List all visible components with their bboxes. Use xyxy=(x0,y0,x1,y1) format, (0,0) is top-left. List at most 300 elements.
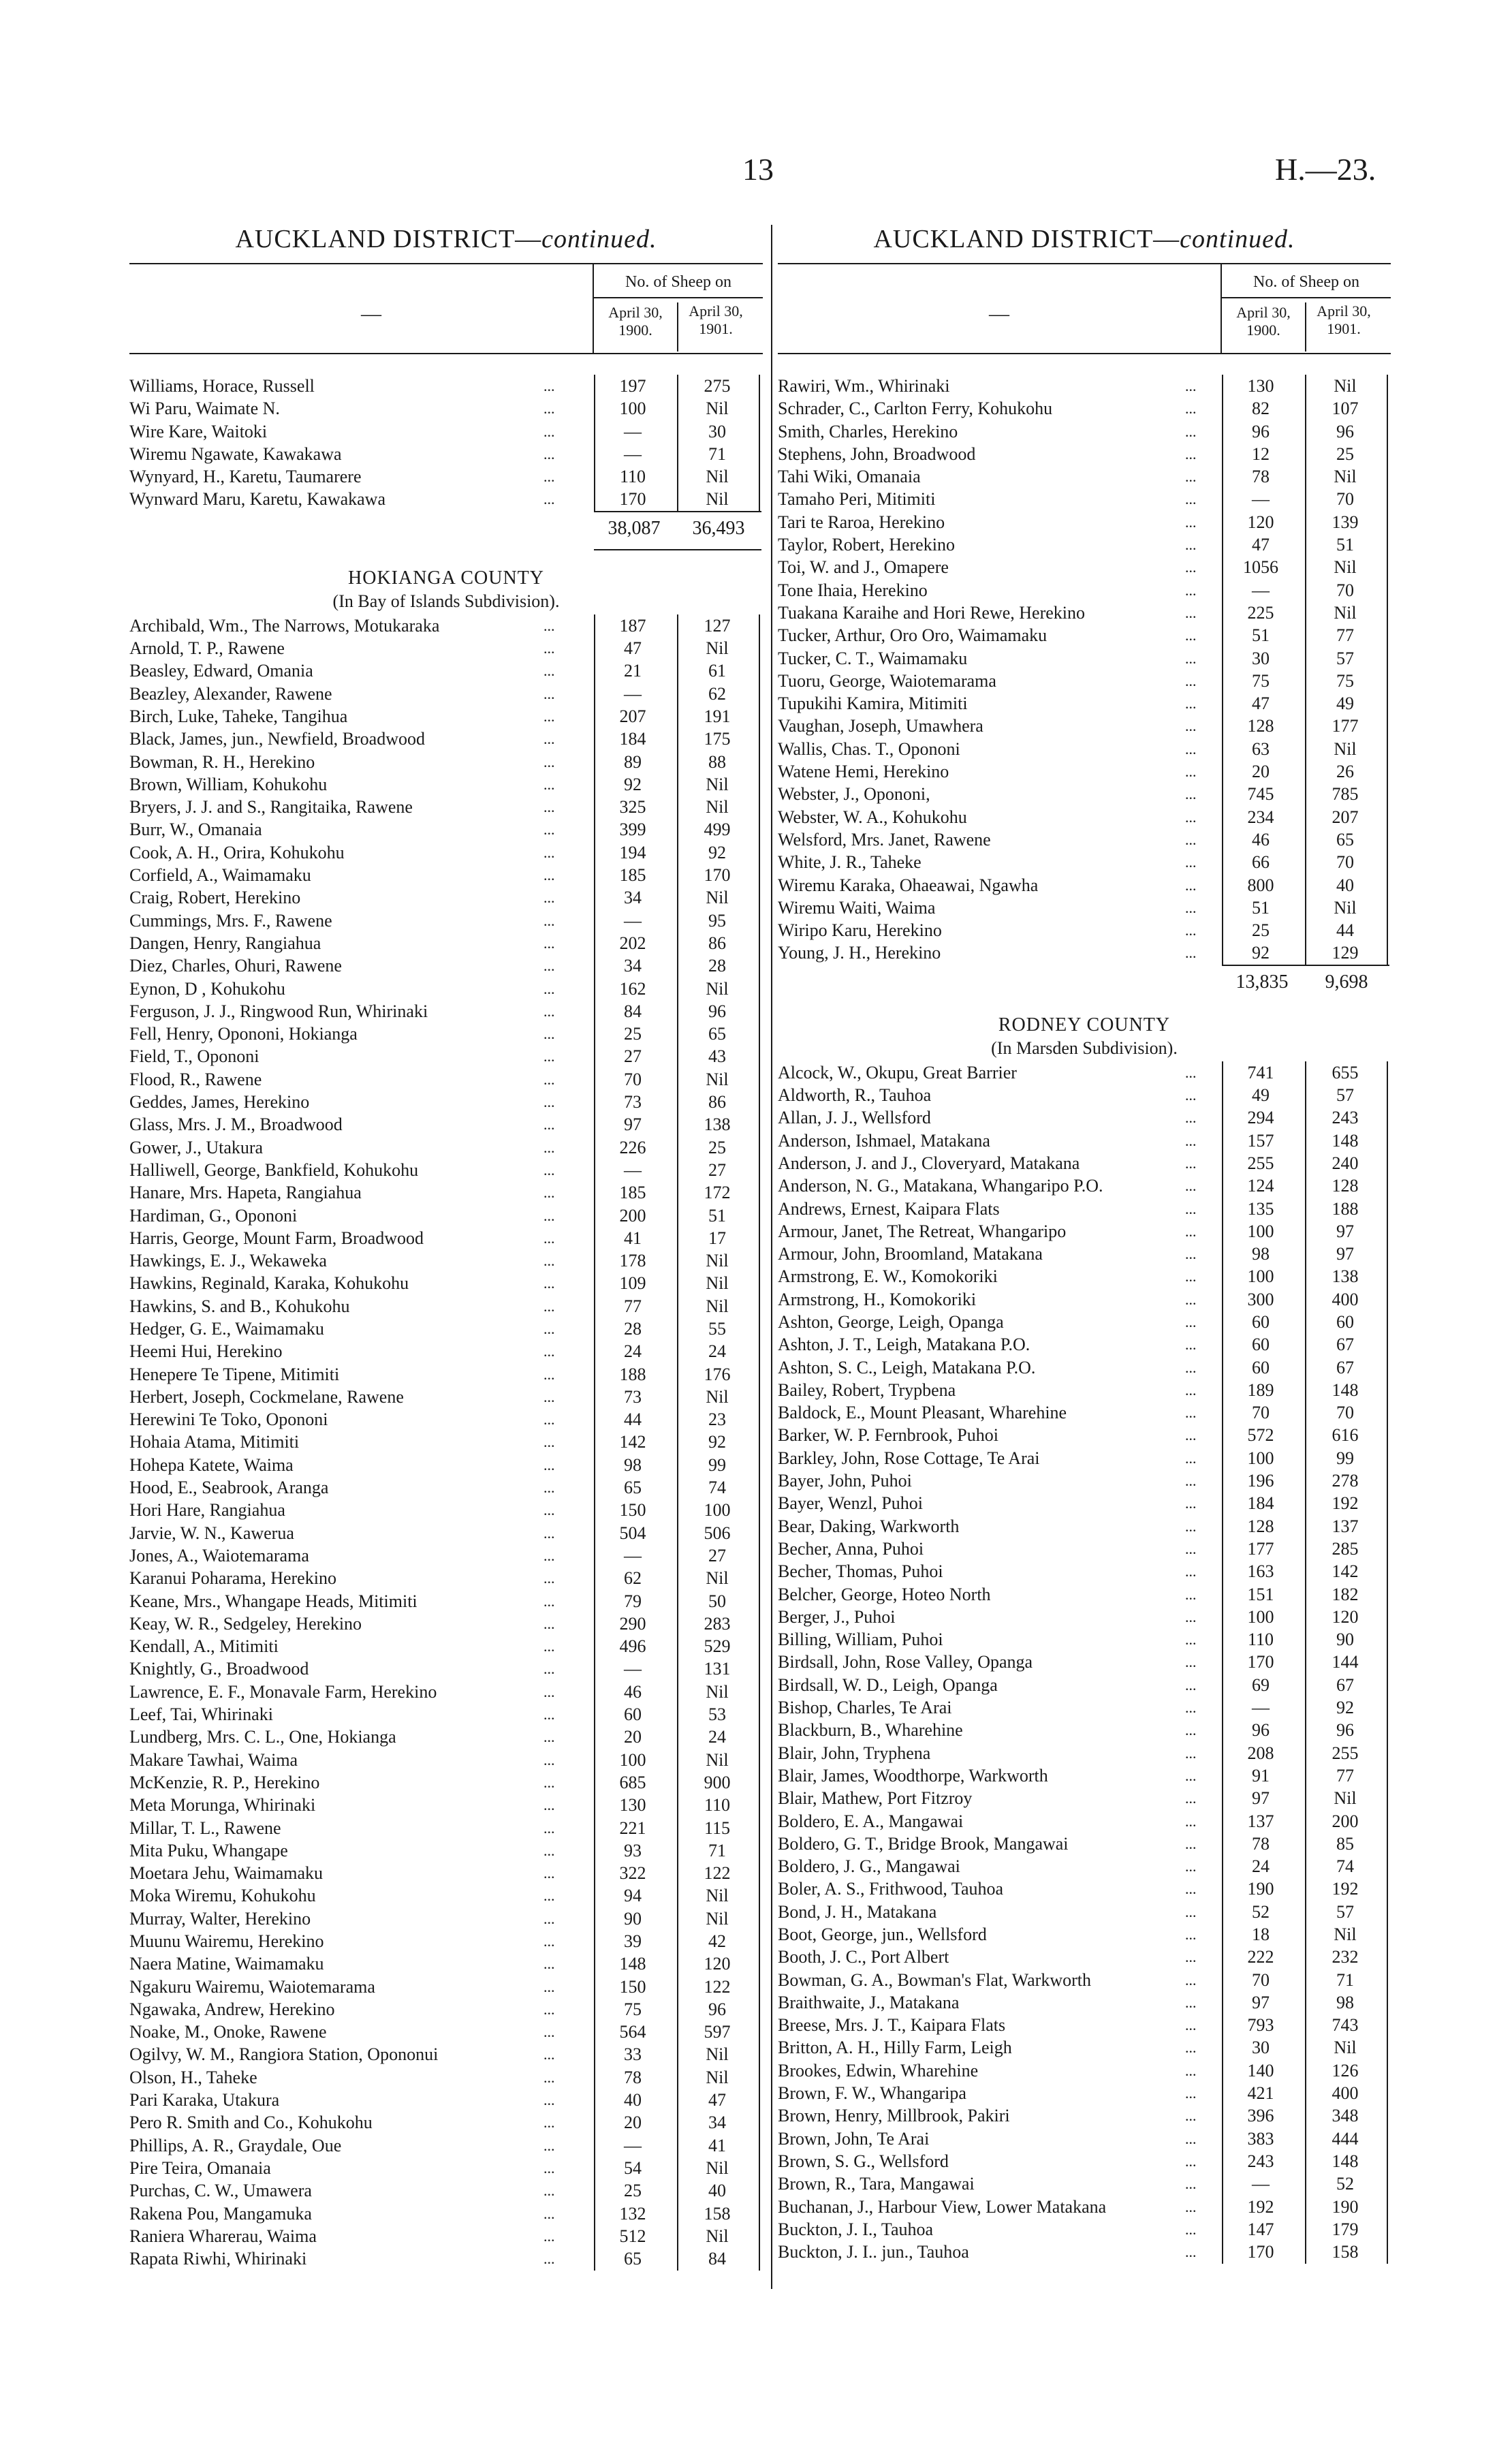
sheep-1900: — xyxy=(1252,580,1270,600)
owner-name: Vaughan, Joseph, Umawhera xyxy=(778,716,983,736)
table-row xyxy=(129,1998,763,2021)
sheep-1900: 78 xyxy=(1252,467,1270,487)
table-row xyxy=(778,511,1391,533)
leader-dots: ... xyxy=(544,1388,555,1405)
owner-name: Armstrong, H., Komokoriki xyxy=(778,1289,977,1309)
sheep-1901: 60 xyxy=(1336,1311,1354,1332)
sheep-1901: 99 xyxy=(1336,1448,1354,1468)
column-rule xyxy=(1222,1061,1223,2264)
leader-dots: ... xyxy=(544,730,555,748)
sheep-1900: 194 xyxy=(619,842,646,862)
section-title-rodney: RODNEY COUNTY xyxy=(998,1014,1171,1035)
sheep-1900: 399 xyxy=(619,820,646,840)
leader-dots: ... xyxy=(544,980,555,997)
owner-name: Beazley, Alexander, Rawene xyxy=(129,683,332,704)
table-row xyxy=(778,1424,1391,1446)
table-row xyxy=(129,1862,763,1884)
owner-name: Olson, H., Taheke xyxy=(129,2067,257,2087)
sheep-count-title: No. of Sheep on xyxy=(594,267,763,298)
leader-dots: ... xyxy=(544,843,555,861)
column-rule xyxy=(677,375,678,511)
total-1901: 9,698 xyxy=(1325,971,1368,993)
sheep-1900: — xyxy=(1252,1698,1270,1718)
table-row xyxy=(129,2157,763,2179)
sheep-1900: 504 xyxy=(619,1523,646,1543)
sheep-1900: 66 xyxy=(1252,852,1270,873)
table-row xyxy=(778,1696,1391,1719)
leader-dots: ... xyxy=(1185,1132,1197,1149)
table-row xyxy=(129,637,763,659)
sheep-1901: 127 xyxy=(704,615,731,636)
sheep-1901: 57 xyxy=(1336,1085,1354,1106)
leader-dots: ... xyxy=(1185,740,1197,758)
table-header-right xyxy=(778,263,1391,354)
sheep-count-title: No. of Sheep on xyxy=(1222,267,1391,298)
leader-dots: ... xyxy=(544,1728,555,1746)
table-row xyxy=(129,864,763,886)
sheep-1900: 25 xyxy=(624,1024,642,1044)
leader-dots: ... xyxy=(544,1456,555,1474)
owner-name: Moka Wiremu, Kohukohu xyxy=(129,1886,316,1906)
leader-dots: ... xyxy=(1185,944,1197,962)
sheep-1900: 98 xyxy=(1252,1244,1270,1264)
table-row xyxy=(778,1356,1391,1379)
table-row xyxy=(129,1295,763,1318)
owner-name: Herbert, Joseph, Cockmelane, Rawene xyxy=(129,1386,404,1407)
leader-dots: ... xyxy=(544,422,555,440)
table-row xyxy=(778,783,1391,805)
owner-name: Bishop, Charles, Te Arai xyxy=(778,1698,952,1718)
sheep-1901: 126 xyxy=(1332,2060,1359,2081)
owner-name: Boldero, E. A., Mangawai xyxy=(778,1811,964,1831)
col-1901-header: April 30, 1901. xyxy=(677,302,753,352)
sheep-1900: — xyxy=(1252,2174,1270,2194)
table-row xyxy=(778,488,1391,510)
owner-name: Becher, Anna, Puhoi xyxy=(778,1538,924,1559)
table-row xyxy=(778,1651,1391,1673)
owner-name: Brown, William, Kohukohu xyxy=(129,774,328,794)
leader-dots: ... xyxy=(544,775,555,793)
leader-dots: ... xyxy=(544,1343,555,1360)
leader-dots: ... xyxy=(544,1365,555,1383)
owner-name: Bond, J. H., Matakana xyxy=(778,1901,937,1922)
sheep-1900: 150 xyxy=(619,1500,646,1521)
leader-dots: ... xyxy=(544,490,555,508)
sheep-1901: 400 xyxy=(1332,2083,1359,2104)
sheep-1900: 185 xyxy=(619,865,646,886)
sheep-1901: 243 xyxy=(1332,1108,1359,1128)
sheep-1901: 743 xyxy=(1332,2015,1359,2036)
owner-name: Hohepa Katete, Waima xyxy=(129,1454,294,1475)
owner-name: Wallis, Chas. T., Opononi xyxy=(778,738,960,759)
table-row xyxy=(129,796,763,818)
table-row xyxy=(778,1492,1391,1514)
leader-dots: ... xyxy=(544,1479,555,1497)
sheep-1900: 294 xyxy=(1247,1108,1274,1128)
sheep-1900: 512 xyxy=(619,2226,646,2246)
sheep-1900: 39 xyxy=(624,1931,642,1951)
sheep-1901: Nil xyxy=(706,638,729,659)
sheep-1900: 34 xyxy=(624,956,642,976)
table-row xyxy=(129,1045,763,1068)
table-row xyxy=(778,760,1391,783)
sheep-1901: 50 xyxy=(708,1591,726,1611)
sheep-1901: 444 xyxy=(1332,2128,1359,2149)
table-row xyxy=(778,806,1391,828)
sheep-1901: 30 xyxy=(708,421,726,441)
owner-name: Halliwell, George, Bankfield, Kohukohu xyxy=(129,1159,419,1180)
leader-dots: ... xyxy=(544,1002,555,1020)
owner-name: Wi Paru, Waimate N. xyxy=(129,399,280,419)
col-1901-header: April 30, 1901. xyxy=(1305,302,1381,352)
owner-name: Stephens, John, Broadwood xyxy=(778,443,976,464)
sheep-1900: 208 xyxy=(1247,1743,1274,1763)
leader-dots: ... xyxy=(544,640,555,657)
sheep-1901: 61 xyxy=(708,661,726,681)
sheep-1901: 92 xyxy=(708,842,726,862)
table-row xyxy=(778,1719,1391,1741)
sheep-1901: 24 xyxy=(708,1341,726,1362)
sheep-1900: 290 xyxy=(619,1613,646,1634)
owner-name: Tamaho Peri, Mitimiti xyxy=(778,489,936,510)
leader-dots: ... xyxy=(544,2046,555,2063)
right-table-a xyxy=(778,375,1391,965)
sheep-1901: 71 xyxy=(708,1840,726,1860)
table-row xyxy=(778,828,1391,851)
sheep-1901: 71 xyxy=(708,443,726,464)
owner-name: Moetara Jehu, Waimamaku xyxy=(129,1863,324,1884)
table-row xyxy=(778,397,1391,420)
owner-name: Boldero, J. G., Mangawai xyxy=(778,1856,960,1877)
sheep-1900: 572 xyxy=(1247,1425,1274,1446)
leader-dots: ... xyxy=(1185,1087,1197,1104)
owner-name: Heemi Hui, Herekino xyxy=(129,1341,283,1362)
leader-dots: ... xyxy=(1185,1517,1197,1535)
left-column xyxy=(129,223,763,2270)
leader-dots: ... xyxy=(544,1638,555,1655)
owner-name: Keay, W. R., Sedgeley, Herekino xyxy=(129,1613,362,1634)
owner-name: Toi, W. and J., Omapere xyxy=(778,557,949,578)
leader-dots: ... xyxy=(1185,536,1197,554)
sheep-1901: 99 xyxy=(708,1454,726,1475)
owner-name: Bowman, R. H., Herekino xyxy=(129,751,315,772)
sheep-1901: Nil xyxy=(706,774,729,794)
column-rule xyxy=(1387,375,1388,965)
column-rule xyxy=(594,614,595,2271)
table-row xyxy=(778,602,1391,624)
sheep-1900: 221 xyxy=(619,1818,646,1838)
sheep-1900: 60 xyxy=(1252,1311,1270,1332)
sheep-1901: Nil xyxy=(1334,1788,1357,1809)
table-row xyxy=(778,1787,1391,1809)
sheep-1901: Nil xyxy=(1334,2038,1357,2058)
sheep-1901: 192 xyxy=(1332,1493,1359,1514)
sheep-1900: 62 xyxy=(624,1568,642,1589)
table-row xyxy=(778,533,1391,556)
leader-dots: ... xyxy=(1185,2220,1197,2238)
leader-dots: ... xyxy=(544,1206,555,1224)
owner-name: Belcher, George, Hoteo North xyxy=(778,1584,991,1604)
owner-name: Boler, A. S., Frithwood, Tauhoa xyxy=(778,1879,1004,1899)
sheep-1901: 115 xyxy=(704,1818,731,1838)
owner-name: Raniera Wharerau, Waima xyxy=(129,2226,317,2246)
table-row xyxy=(778,1606,1391,1628)
owner-name: Birch, Luke, Taheke, Tangihua xyxy=(129,706,348,726)
sheep-1901: 86 xyxy=(708,1092,726,1112)
sheep-1900: — xyxy=(624,1659,642,1679)
sheep-1900: 130 xyxy=(1247,376,1274,396)
leader-dots: ... xyxy=(1185,1744,1197,1762)
sheep-1901: 177 xyxy=(1332,716,1359,736)
owner-name: Jarvie, W. N., Kaweruа xyxy=(129,1523,294,1543)
sheep-1901: 131 xyxy=(704,1659,731,1679)
table-row xyxy=(129,1499,763,1521)
sheep-1900: 70 xyxy=(1252,1403,1270,1423)
owner-name: Buckton, J. I., Tauhoa xyxy=(778,2219,934,2239)
sheep-1900: 97 xyxy=(1252,1788,1270,1809)
sheep-1900: 60 xyxy=(1252,1335,1270,1355)
leader-dots: ... xyxy=(1185,1313,1197,1330)
sheep-1901: 28 xyxy=(708,956,726,976)
sheep-1901: 25 xyxy=(1336,443,1354,464)
sheep-1900: 325 xyxy=(619,797,646,817)
owner-name: Boot, George, jun., Wellsford xyxy=(778,1925,987,1944)
table-row xyxy=(778,851,1391,873)
table-row xyxy=(778,647,1391,670)
sheep-1900: 100 xyxy=(1247,1221,1274,1241)
leader-dots: ... xyxy=(544,2091,555,2109)
table-row xyxy=(778,919,1391,941)
leader-dots: ... xyxy=(544,2159,555,2177)
sheep-1900: 100 xyxy=(1247,1266,1274,1287)
owner-name: Taylor, Robert, Herekino xyxy=(778,535,955,555)
table-row xyxy=(129,659,763,682)
leader-dots: ... xyxy=(1185,1381,1197,1399)
table-row xyxy=(778,1220,1391,1243)
owner-name: Braithwaite, J., Matakana xyxy=(778,1992,960,2012)
owner-name: Bayer, John, Puhoi xyxy=(778,1471,912,1491)
sheep-1901: 67 xyxy=(1336,1674,1354,1695)
leader-dots: ... xyxy=(544,1796,555,1814)
sheep-1900: 178 xyxy=(619,1251,646,1271)
sheep-1901: 95 xyxy=(708,910,726,931)
column-rule xyxy=(1305,375,1306,965)
owner-name: Blair, James, Woodthorpe, Warkworth xyxy=(778,1765,1048,1786)
sheep-1900: 98 xyxy=(624,1454,642,1475)
table-row xyxy=(129,841,763,864)
owner-name: Breese, Mrs. J. T., Kaipara Flats xyxy=(778,2015,1006,2036)
owner-name: Barkley, John, Rose Cottage, Te Arai xyxy=(778,1448,1040,1468)
sheep-1901: 92 xyxy=(1336,1698,1354,1718)
table-row xyxy=(129,1386,763,1408)
owner-name: Tuakana Karaihe and Hori Rewe, Herekino xyxy=(778,602,1086,623)
table-row xyxy=(129,1068,763,1091)
sheep-1901: 144 xyxy=(1332,1652,1359,1672)
table-row xyxy=(129,978,763,1000)
owner-name: Brown, S. G., Wellsford xyxy=(778,2151,949,2171)
sheep-1900: 82 xyxy=(1252,399,1270,419)
table-row xyxy=(129,1544,763,1567)
sheep-1900: 109 xyxy=(619,1273,646,1294)
sheep-1900: 91 xyxy=(1252,1765,1270,1786)
sheep-1900: 207 xyxy=(619,706,646,726)
sheep-1900: 140 xyxy=(1247,2060,1274,2081)
leader-dots: ... xyxy=(1185,695,1197,713)
sheep-1900: 188 xyxy=(619,1364,646,1384)
leader-dots: ... xyxy=(544,2182,555,2200)
owner-name: Allan, J. J., Wellsford xyxy=(778,1108,931,1128)
sheep-1901: 128 xyxy=(1332,1176,1359,1196)
owner-name: Keane, Mrs., Whangape Heads, Mitimiti xyxy=(129,1591,418,1611)
owner-name: Anderson, Ishmael, Matakana xyxy=(778,1130,990,1151)
owner-name: Tuoru, George, Waiotemarama xyxy=(778,670,996,691)
owner-name: Welsford, Mrs. Janet, Rawene xyxy=(778,829,991,850)
owner-name: Anderson, N. G., Matakana, Whangaripo P.O. xyxy=(778,1176,1103,1196)
leader-dots: ... xyxy=(1185,1926,1197,1943)
sheep-1900: 73 xyxy=(624,1092,642,1112)
leader-dots: ... xyxy=(544,2227,555,2245)
sheep-1901: 900 xyxy=(704,1772,731,1792)
sheep-1900: 147 xyxy=(1247,2219,1274,2239)
sheep-1900: 49 xyxy=(1252,1085,1270,1106)
sheep-1901: 71 xyxy=(1336,1969,1354,1990)
leader-dots: ... xyxy=(1185,559,1197,576)
owner-name: Bailey, Robert, Trypbena xyxy=(778,1380,956,1400)
table-row xyxy=(778,1991,1391,2014)
sheep-1901: 65 xyxy=(1336,829,1354,850)
owner-name: Rapata Riwhi, Whirinaki xyxy=(129,2249,307,2269)
owner-name: Tupukihi Kamira, Mitimiti xyxy=(778,694,968,714)
column-rule xyxy=(677,614,678,2271)
sheep-1901: 200 xyxy=(1332,1811,1359,1831)
sheep-1901: 52 xyxy=(1336,2174,1354,2194)
leader-dots: ... xyxy=(1185,1835,1197,1852)
leader-dots: ... xyxy=(544,1978,555,1995)
sheep-1900: 96 xyxy=(1252,421,1270,441)
table-row xyxy=(129,1884,763,1907)
leader-dots: ... xyxy=(1185,2085,1197,2102)
leader-dots: ... xyxy=(1185,468,1197,486)
table-row xyxy=(778,1855,1391,1877)
leader-dots: ... xyxy=(1185,1063,1197,1081)
sheep-1900: 243 xyxy=(1247,2151,1274,2171)
table-row xyxy=(129,1272,763,1294)
sheep-1900: 40 xyxy=(624,2090,642,2110)
owner-name: Ngawaka, Andrew, Herekino xyxy=(129,1999,335,2019)
sheep-1900: 44 xyxy=(624,1409,642,1430)
owner-name: Williams, Horace, Russell xyxy=(129,376,315,396)
sheep-1901: 138 xyxy=(704,1115,731,1135)
sheep-1900: 100 xyxy=(619,1749,646,1770)
table-row xyxy=(778,1810,1391,1833)
owner-name: Arnold, T. P., Rawene xyxy=(129,638,285,659)
owner-name: Ogilvy, W. M., Rangiora Station, Opononui xyxy=(129,2044,439,2065)
sheep-1900: 25 xyxy=(624,2181,642,2201)
sheep-1900: 30 xyxy=(1252,2038,1270,2058)
section-subtitle-hokianga: (In Bay of Islands Subdivision). xyxy=(332,591,560,611)
owner-name: Wiremu Karaka, Ohaeawai, Ngawha xyxy=(778,875,1039,895)
leader-dots: ... xyxy=(544,400,555,418)
sheep-1900: 200 xyxy=(619,1205,646,1226)
owner-name: Cummings, Mrs. F., Rawene xyxy=(129,910,332,931)
sheep-1900: 75 xyxy=(624,1999,642,2019)
sheep-1901: Nil xyxy=(706,1749,729,1770)
table-row xyxy=(778,2128,1391,2150)
right-column xyxy=(778,223,1391,2263)
leader-dots: ... xyxy=(1185,1290,1197,1308)
owner-name: Brown, F. W., Whangaripa xyxy=(778,2083,966,2104)
owner-name: Naera Matine, Waimamaku xyxy=(129,1954,324,1974)
table-row xyxy=(778,2150,1391,2172)
leader-dots: ... xyxy=(1185,1903,1197,1920)
owner-name: Schrader, C., Carlton Ferry, Kohukohu xyxy=(778,399,1053,419)
leader-dots: ... xyxy=(1185,1585,1197,1603)
sheep-1901: 148 xyxy=(1332,2151,1359,2171)
sheep-1901: Nil xyxy=(706,1251,729,1271)
sheep-1901: 179 xyxy=(1332,2219,1359,2239)
leader-dots: ... xyxy=(1185,1699,1197,1717)
sheep-1900: 177 xyxy=(1247,1538,1274,1559)
table-row xyxy=(129,1363,763,1386)
sheep-1900: 93 xyxy=(624,1840,642,1860)
column-rule xyxy=(1387,1061,1388,2264)
leader-dots: ... xyxy=(1185,1766,1197,1784)
leader-dots: ... xyxy=(544,1546,555,1564)
owner-name: Kendall, A., Mitimiti xyxy=(129,1636,279,1657)
table-row xyxy=(778,1560,1391,1583)
owner-name: Blair, Mathew, Port Fitzroy xyxy=(778,1788,973,1809)
table-row xyxy=(778,1923,1391,1946)
sheep-1900: 73 xyxy=(624,1386,642,1407)
table-row xyxy=(778,1447,1391,1469)
sheep-1901: 148 xyxy=(1332,1380,1359,1400)
leader-dots: ... xyxy=(1185,1200,1197,1217)
sheep-1900: 97 xyxy=(1252,1992,1270,2012)
column-rule xyxy=(594,375,595,511)
table-row xyxy=(129,886,763,909)
sheep-1900: — xyxy=(1252,489,1270,510)
owner-name: Barker, W. P. Fernbrook, Puhoi xyxy=(778,1425,998,1446)
leader-dots: ... xyxy=(544,2204,555,2222)
leader-dots: ... xyxy=(1185,2016,1197,2034)
leader-dots: ... xyxy=(1185,1358,1197,1376)
leader-dots: ... xyxy=(544,1706,555,1724)
sheep-1900: 184 xyxy=(1247,1493,1274,1514)
sheep-1900: 150 xyxy=(619,1976,646,1997)
table-row xyxy=(778,1674,1391,1696)
sheep-1901: 40 xyxy=(1336,875,1354,895)
sheep-1900: 47 xyxy=(1252,535,1270,555)
sheep-1900: 75 xyxy=(1252,670,1270,691)
leader-dots: ... xyxy=(544,1252,555,1270)
sheep-1900: 47 xyxy=(624,638,642,659)
sheep-1900: 63 xyxy=(1252,738,1270,759)
sheep-1901: 47 xyxy=(708,2090,726,2110)
leader-dots: ... xyxy=(1185,1721,1197,1739)
document-reference: H.—23. xyxy=(1275,152,1376,187)
owner-name: Mita Puku, Whangape xyxy=(129,1840,288,1860)
sheep-1901: Nil xyxy=(706,399,729,419)
sheep-1901: 67 xyxy=(1336,1335,1354,1355)
table-row xyxy=(778,941,1391,964)
sheep-1900: 142 xyxy=(619,1432,646,1452)
table-row xyxy=(778,874,1391,897)
owner-name: Tucker, C. T., Waimamaku xyxy=(778,648,968,668)
table-row xyxy=(778,1969,1391,1991)
leader-dots: ... xyxy=(1185,1948,1197,1966)
table-row xyxy=(778,1742,1391,1764)
sheep-1901: 26 xyxy=(1336,762,1354,782)
